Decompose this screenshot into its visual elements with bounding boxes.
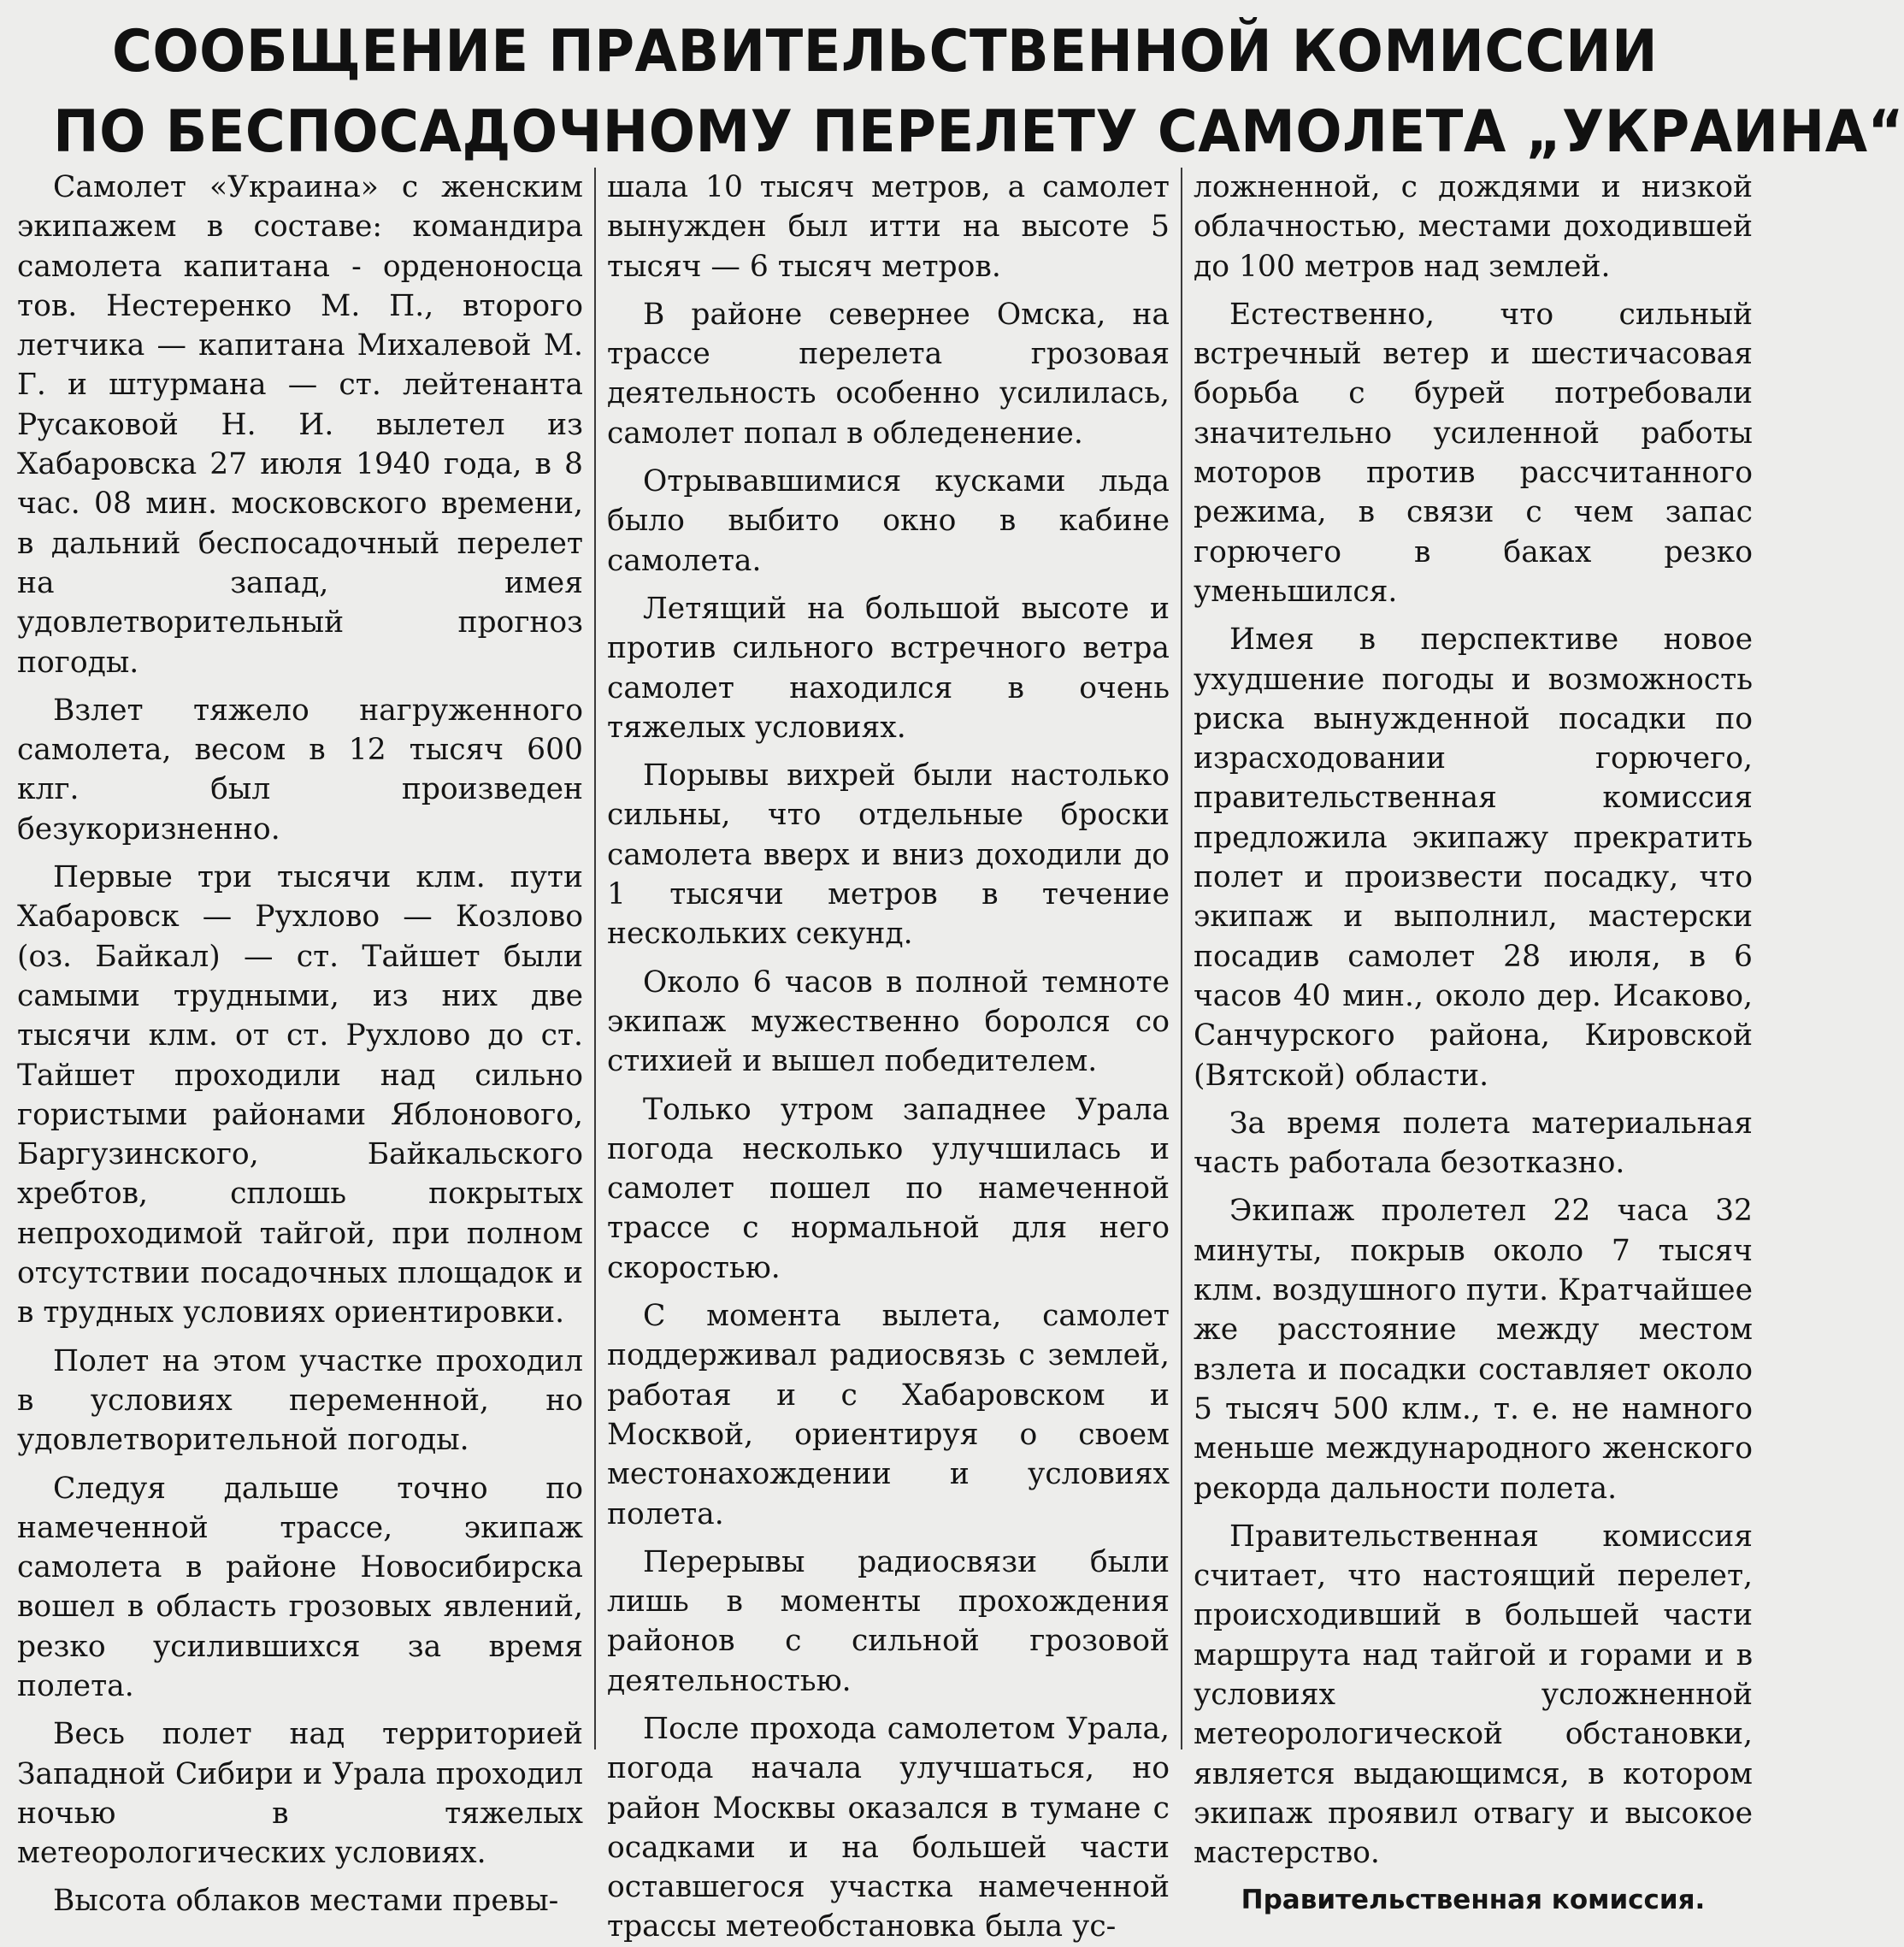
paragraph: Порывы вихрей были настолько сильны, что отдельные броски самолета вверх и вниз доходили до 1 тысячи метров в течение нескольких секунд. [607, 758, 1170, 952]
paragraph: Высота облаков местами превы- [53, 1884, 559, 1919]
headline [53, 12, 1904, 173]
paragraph: После прохода самолетом Урала, погода начала улучшаться, но район Москвы оказался в тумане с осадками и на большей части оставшегося участка намеченной трассы метеобстановка была ус- [607, 1711, 1170, 1944]
paragraph: шала 10 тысяч метров, а самолет вынужден был итти на высоте 5 тысяч — 6 тысяч метров. [607, 170, 1170, 284]
paragraph: Экипаж пролетел 22 часа 32 минуты, покрыв около 7 тысяч клм. воздушного пути. Кратчайшее же расстояние между местом взлета и посадки составляет около 5 тысяч 500 клм., т. е. не намного меньше международного женского рекорда дальности полета. [1194, 1194, 1753, 1506]
paragraph: За время полета материальная часть работала безотказно. [1194, 1106, 1753, 1181]
paragraph: Самолет «Украина» с женским экипажем в составе: командира самолета капитана - орденоносца тов. Нестеренко М. П., второго летчика — капитана Михалевой М. Г. и штурмана — ст. лейтенанта Русаковой Н. И. вылетел из Хабаровска 27 июля 1940 года, в 8 час. 08 мин. московского времени, в дальний беспосадочный перелет на запад, имея удовлетворительный прогноз погоды. [17, 170, 583, 680]
paragraph: Первые три тысячи клм. пути Хабаровск — Рухлово — Козлово (оз. Байкал) — ст. Тайшет были самыми трудными, из них две тысячи клм. от ст. Рухлово до ст. Тайшет проходили над сильно гористыми районами Яблонового, Баргузинского, Байкальского хребтов, сплошь покрытых непроходимой тайгой, при полном отсутствии посадочных площадок и в трудных условиях ориентировки. [17, 860, 583, 1330]
paragraph: Весь полет над территорией Западной Сибири и Урала проходил ночью в тяжелых метеорологических условиях. [17, 1717, 583, 1871]
paragraph: Летящий на большой высоте и против сильного встречного ветра самолет находился в очень тяжелых условиях. [607, 591, 1170, 745]
paragraph: Около 6 часов в полной темноте экипаж мужественно боролся со стихией и вышел победителем. [607, 965, 1170, 1079]
paragraph: Отрывавшимися кусками льда было выбито окно в кабине самолета. [607, 464, 1170, 578]
column-divider [1181, 168, 1182, 1749]
paragraph: С момента вылета, самолет поддерживал радиосвязь с землей, работая и с Хабаровском и Москвой, ориентируя о своем местонахождении и условиях полета. [607, 1299, 1170, 1531]
headline-line-1: СООБЩЕНИЕ ПРАВИТЕЛЬСТВЕННОЙ КОМИССИИ [111, 18, 1659, 86]
article-column-2 [607, 168, 1170, 1944]
headline-line-2: ПО БЕСПОСАДОЧНОМУ ПЕРЕЛЕТУ САМОЛЕТА „УКРАИНА“ [53, 98, 1904, 166]
paragraph: Следуя дальше точно по намеченной трассе, экипаж самолета в районе Новосибирска вошел в область грозовых явлений, резко усилившихся за время полета. [17, 1471, 583, 1703]
paragraph: Правительственная комиссия считает, что настоящий перелет, происходивший в большей части маршрута над тайгой и горами и в условиях усложненной метеорологической обстановки, является выдающимся, в котором экипаж проявил отвагу и высокое мастерство. [1194, 1519, 1753, 1871]
paragraph: Перерывы радиосвязи были лишь в моменты прохождения районов с сильной грозовой деятельностью. [607, 1544, 1170, 1698]
paragraph: Естественно, что сильный встречный ветер и шестичасовая борьба с бурей потребовали значительно усиленной работы моторов против рассчитанного режима, в связи с чем запас горючего в баках резко уменьшился. [1194, 297, 1753, 609]
article-column-3 [1194, 168, 1753, 1916]
signature: Правительственная комиссия. [1241, 1885, 1706, 1916]
paragraph: ложненной, с дождями и низкой облачностью, местами доходившей до 100 метров над землей. [1194, 170, 1753, 284]
paragraph: Взлет тяжело нагруженного самолета, весом в 12 тысяч 600 клг. был произведен безукоризненно. [17, 693, 583, 847]
paragraph: Только утром западнее Урала погода несколько улучшилась и самолет пошел по намеченной трассе с нормальной для него скоростью. [607, 1092, 1170, 1285]
paragraph: Имея в перспективе новое ухудшение погоды и возможность риска вынужденной посадки по израсходовании горючего, правительственная комиссия предложила экипажу прекратить полет и произвести посадку, что экипаж и выполнил, мастерски посадив самолет 28 июля, в 6 часов 40 мин., около дер. Исаково, Санчурского района, Кировской (Вятской) области. [1194, 622, 1753, 1093]
column-divider [594, 168, 596, 1749]
article-column-1 [17, 168, 583, 1919]
paragraph: В районе севернее Омска, на трассе перелета грозовая деятельность особенно усилилась, самолет попал в обледенение. [607, 297, 1170, 451]
paragraph: Полет на этом участке проходил в условиях переменной, но удовлетворительной погоды. [17, 1343, 583, 1458]
